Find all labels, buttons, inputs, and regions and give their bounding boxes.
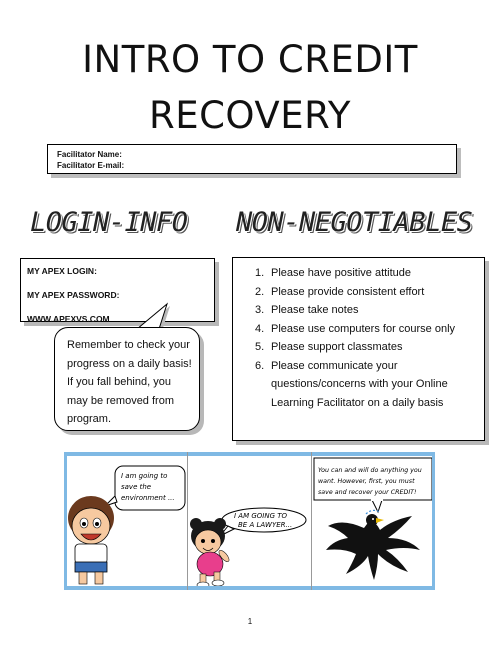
apex-website-text: WWW.APEXVS.COM: [27, 314, 110, 324]
non-negotiables-box: [232, 257, 485, 441]
facilitator-name-label: Facilitator Name:: [57, 150, 122, 159]
panel1-bubble-line2: save the: [121, 483, 152, 491]
list-item: [255, 357, 480, 413]
progress-reminder-text: Remember to check your progress on a daily basis! If you fall behind, you may be removed from program.: [67, 339, 192, 425]
item-text: Please take notes: [271, 304, 359, 316]
panel3-bubble-line3: save and recover your CREDIT!: [318, 489, 417, 496]
apex-password-label: MY APEX PASSWORD:: [27, 290, 120, 300]
item-text: Please communicate your questions/concerns with your Online Learning Facilitator on a daily basis: [271, 359, 448, 409]
non-negotiables-list: [255, 264, 480, 412]
panel3-bubble-line2: want. However, first, you must: [318, 478, 415, 485]
panel3-bubble-line1: You can and will do anything you: [318, 467, 422, 474]
item-number: 2.: [255, 285, 265, 298]
list-item: [255, 301, 480, 320]
item-number: 1.: [255, 267, 265, 279]
facilitator-email-label: Facilitator E-mail:: [57, 161, 125, 170]
page-number: 1: [247, 617, 253, 626]
item-text: Please support classmates: [271, 341, 403, 353]
title-line-1: INTRO TO CREDIT: [82, 38, 418, 81]
item-number: 4.: [255, 322, 265, 335]
item-text: Please provide consistent effort: [271, 285, 425, 298]
title-line-2: RECOVERY: [148, 94, 352, 137]
item-number: 6.: [255, 359, 265, 372]
non-negotiables-heading: NON-NEGOTIABLES: [236, 207, 473, 238]
login-info-heading: LOGIN-INFO: [30, 207, 188, 238]
panel1-bubble-line3: environment ...: [121, 494, 175, 502]
panel2-bubble-line2: BE A LAWYER...: [238, 521, 293, 529]
comic-panel-3: [312, 452, 435, 590]
list-item: [255, 264, 480, 283]
eagle-illustration: [312, 456, 435, 590]
progress-reminder-callout: [54, 327, 200, 431]
item-number: 3.: [255, 304, 265, 316]
comic-panel-2: [188, 452, 311, 590]
comic-strip: [64, 452, 435, 590]
item-text: Please use computers for course only: [271, 322, 456, 335]
list-item: [255, 338, 480, 357]
panel2-bubble-line1: I AM GOING TO: [234, 512, 288, 520]
comic-panel-1: [64, 452, 187, 590]
panel1-bubble-line1: I am going to: [121, 472, 168, 480]
item-text: Please have positive attitude: [271, 267, 412, 279]
login-info-box: [20, 258, 215, 322]
list-item: [255, 283, 480, 302]
item-number: 5.: [255, 341, 265, 353]
apex-login-label: MY APEX LOGIN:: [27, 266, 97, 276]
callout-tail: [133, 304, 169, 329]
facilitator-box: [47, 144, 457, 174]
list-item: [255, 320, 480, 339]
girl-illustration: [188, 456, 311, 590]
boy-illustration: [67, 456, 187, 590]
